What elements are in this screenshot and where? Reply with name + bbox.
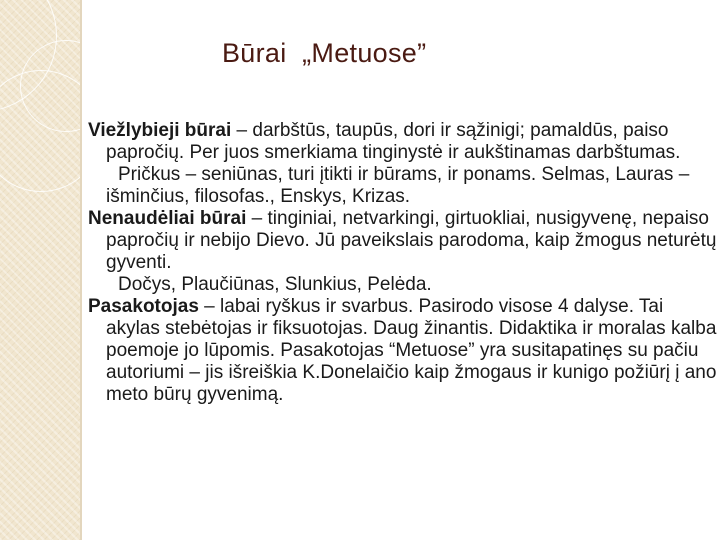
subparagraph-characters: Dočys, Plaučiūnas, Slunkius, Pelėda. xyxy=(118,274,432,295)
paragraph-lead: Pasakotojas xyxy=(88,296,199,317)
decorative-side-band xyxy=(0,0,80,540)
slide-body xyxy=(88,120,718,406)
side-divider xyxy=(80,0,82,540)
slide-title: Būrai „Metuose” xyxy=(222,38,427,68)
paragraph-worthless-peasants xyxy=(88,208,718,274)
paragraph-text: – labai ryškus ir svarbus. Pasirodo visose 4 dalyse. Tai akylas stebėtojas ir fiksuotojas. Daug žinantis. Didaktika ir moralas kalba poemoje jo lūpomis. Pasakotojas “Metuose” yra susitapatinęs su pačiu autoriumi – jis išreiškia K.Donelaičio kaip žmogaus ir kunigo požiūrį į ano meto būrų gyvenimą. xyxy=(106,296,717,405)
paragraph-text: – darbštūs, taupūs, dori ir sąžinigi; pamaldūs, paiso papročių. Per juos smerkiama tinginystė ir aukštinamas darbštumas. xyxy=(106,120,681,163)
paragraph-lead: Nenaudėliai būrai xyxy=(88,208,247,229)
paragraph-polite-peasants xyxy=(88,120,718,164)
paragraph-narrator xyxy=(88,296,718,406)
subparagraph-characters: Pričkus – seniūnas, turi įtikti ir būrams, ir ponams. Selmas, Lauras – išminčius, filosofas., Enskys, Krizas. xyxy=(106,164,690,207)
paragraph-lead: Viežlybieji būrai xyxy=(88,120,232,141)
paragraph-text: – tinginiai, netvarkingi, girtuokliai, nusigyvenę, nepaiso papročių ir nebijo Dievo. Jū paveikslais parodoma, kaip žmogus neturėtų gyventi. xyxy=(106,208,717,273)
